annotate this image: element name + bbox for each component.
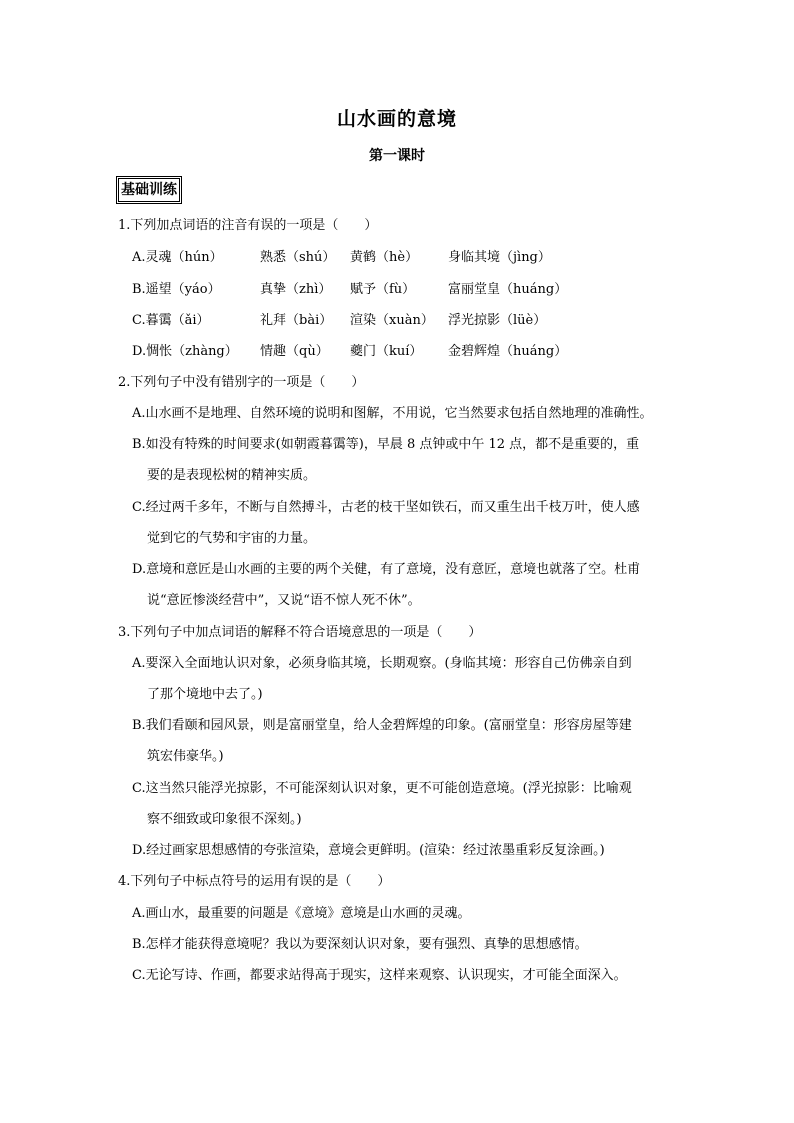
q1-option-c-word-4: 浮光掠影（lüè） <box>448 313 547 328</box>
q3-option-d: D.经过画家思想感情的夸张渲染，意境会更鲜明。(渲染：经过浓墨重彩反复涂画。) <box>132 843 605 858</box>
q3-option-b-continued: 筑宏伟豪华。) <box>147 749 224 764</box>
question-3-stem: 3.下列句子中加点词语的解释不符合语境意思的一项是（ ） <box>118 625 482 640</box>
q1-option-a: A.灵魂（hún） <box>132 250 223 265</box>
q1-option-b-word-3: 赋予（fù） <box>350 282 416 297</box>
q2-option-d-continued: 说“意匠惨淡经营中”，又说“语不惊人死不休”。 <box>147 593 421 608</box>
q3-option-c-continued: 察不细致或印象很不深刻。) <box>147 812 302 827</box>
q4-option-c: C.无论写诗、作画，都要求站得高于现实，这样来观察、认识现实，才可能全面深入。 <box>132 968 627 983</box>
q3-option-a-continued: 了那个境地中去了。) <box>147 687 263 702</box>
q2-option-c: C.经过两千多年，不断与自然搏斗，古老的枝干坚如铁石，而又重生出千枝万叶，使人感 <box>132 500 640 515</box>
q2-option-a: A.山水画不是地理、自然环境的说明和图解，不用说，它当然要求包括自然地理的准确性。 <box>132 406 653 421</box>
q1-option-c-word-2: 礼拜（bài） <box>260 313 333 328</box>
q3-option-b: B.我们看颐和园风景，则是富丽堂皇，给人金碧辉煌的印象。(富丽堂皇：形容房屋等建 <box>132 718 632 733</box>
q1-option-a-word-2: 熟悉（shú） <box>260 250 336 265</box>
question-4-stem: 4.下列句子中标点符号的运用有误的是（ ） <box>118 874 391 889</box>
question-2-stem: 2.下列句子中没有错别字的一项是（ ） <box>118 375 365 390</box>
q2-option-c-continued: 觉到它的气势和宇宙的力量。 <box>147 531 317 546</box>
q2-option-b-continued: 要的是表现松树的精神实质。 <box>147 468 317 483</box>
q1-option-a-word-4: 身临其境（jìng） <box>448 250 551 265</box>
q3-option-c: C.这当然只能浮光掠影，不可能深刻认识对象，更不可能创造意境。(浮光掠影：比喻观 <box>132 781 632 796</box>
q4-option-b: B.怎样才能获得意境呢？我以为要深刻认识对象，要有强烈、真挚的思想感情。 <box>132 937 588 952</box>
page-title: 山水画的意境 <box>336 108 457 130</box>
q1-option-d: D.惆怅（zhàng） <box>132 344 238 359</box>
q1-option-b-word-2: 真挚（zhì） <box>260 282 332 297</box>
q1-option-d-word-3: 夔门（kuí） <box>350 344 423 359</box>
q1-option-d-word-4: 金碧辉煌（huáng） <box>448 344 568 359</box>
q1-option-b: B.遥望（yáo） <box>132 282 221 297</box>
q1-option-c-word-3: 渲染（xuàn） <box>350 313 434 328</box>
question-1-stem: 1.下列加点词语的注音有误的一项是（ ） <box>118 218 378 233</box>
q4-option-a: A.画山水，最重要的问题是《意境》意境是山水画的灵魂。 <box>132 906 471 921</box>
q1-option-d-word-2: 情趣（qù） <box>260 344 329 359</box>
page-subtitle: 第一课时 <box>369 148 425 164</box>
q1-option-b-word-4: 富丽堂皇（huáng） <box>448 282 568 297</box>
q1-option-c: C.暮霭（ǎi） <box>132 313 210 328</box>
q3-option-a: A.要深入全面地认识对象，必须身临其境，长期观察。(身临其境：形容自己仿佛亲自到 <box>132 656 632 671</box>
q2-option-b: B.如没有特殊的时间要求(如朝霞暮霭等)，早晨 8 点钟或中午 12 点，都不是重要的，重 <box>132 437 640 452</box>
section-label-box: 基础训练 <box>118 178 180 202</box>
q2-option-d: D.意境和意匠是山水画的主要的两个关健，有了意境，没有意匠，意境也就落了空。杜甫 <box>132 562 641 577</box>
q1-option-a-word-3: 黄鹤（hè） <box>350 250 419 265</box>
